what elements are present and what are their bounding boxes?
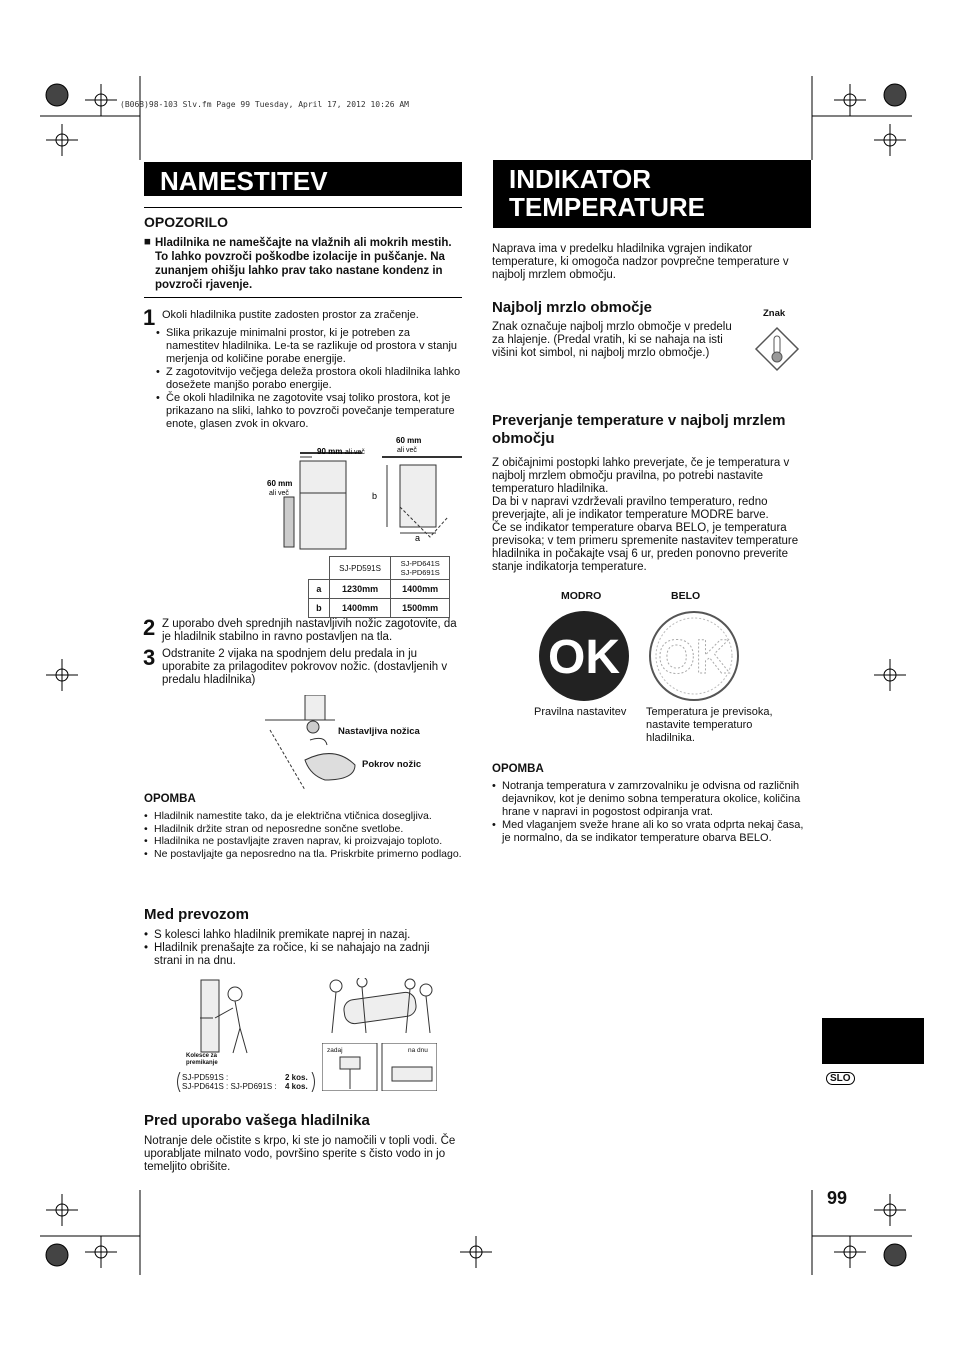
- ok-indicator-white: [648, 610, 740, 702]
- list-item: • S kolesci lahko hladilnik premikate naprej in nazaj.: [144, 929, 454, 942]
- list-item: • Z zagotovitvijo večjega deleža prostora okoli hladilnika lahko dosežete manjšo porabo energije.: [156, 366, 461, 392]
- check-text: Z običajnimi postopki lahko preverjate, če je temperatura v najbolj mrzlem območju pravilna, po potrebi nastavite temperaturo hladilnika. Da bi v napravi vzdrževali pravilno temperaturo, redno preverjajte, ali je indikator temperature MODRE barve. Če se indikator temperature obarva BELO, je temperatura previsoka; v tem primeru spremenite nastavitev temperature hladilnika in počakajte vsaj 6 ur, preden ponovno preverite stanje indikatorja temperature.: [492, 457, 799, 573]
- file-header: (B068)98-103 Slv.fm Page 99 Tuesday, April 17, 2012 10:26 AM: [120, 100, 409, 109]
- foot-cover-label: Pokrov nožic: [362, 759, 422, 770]
- table-cell: 1500mm: [391, 599, 450, 618]
- table-header: SJ-PD591S: [329, 557, 391, 580]
- table-cell: a: [309, 580, 330, 599]
- ok-indicator-blue: [538, 610, 630, 702]
- dimension-side: 60 mm: [267, 479, 293, 488]
- step-1-number: 1: [143, 305, 156, 330]
- table-header: SJ-PD641S SJ-PD691S: [391, 557, 450, 580]
- models-line-1: SJ-PD591S :: [182, 1073, 229, 1082]
- warning-bullet: ■: [144, 236, 151, 248]
- transport-illustration-2: [322, 978, 437, 1040]
- list-item: • Ne postavljajte ga neposredno na tla. Priskrbite primerno podlago.: [144, 848, 466, 861]
- title-line-2: TEMPERATURE: [509, 192, 705, 222]
- note-heading: OPOMBA: [144, 793, 196, 805]
- step-1-text: Okoli hladilnika pustite zadosten prostor za zračenje.: [162, 309, 419, 321]
- indikator-title: [493, 160, 811, 228]
- step-3-text: Odstranite 2 vijaka na spodnjem delu predala in ju uporabite za prilagoditev pokrovov nožic. (dostavljenih v predalu hladilnika): [162, 648, 448, 686]
- label-b: b: [372, 491, 378, 501]
- models-line-2: SJ-PD641S : SJ-PD691S :: [182, 1082, 277, 1091]
- namestitev-title: NAMESTITEV: [144, 162, 462, 196]
- language-badge: SLO: [826, 1072, 855, 1085]
- warning-text: Hladilnika ne nameščajte na vlažnih ali mokrih mestih. To lahko povzroči poškodbe izolacije in puščanje. Na zunanjem ohišju lahko prav tako nastane kondenz in povzroči rjavenje.: [155, 237, 452, 291]
- list-item: • Med vlaganjem sveže hrane ali ko so vrata odprta nekaj časa, je normalno, da se indikator temperature obarva BELO.: [492, 819, 814, 845]
- step-2-number: 2: [143, 615, 156, 640]
- bottom-label: na dnu: [408, 1047, 428, 1054]
- transport-list: [144, 929, 454, 968]
- ok-text-blue: OK: [548, 631, 620, 684]
- list-item: • Hladilnik prenašajte za ročice, ki se nahajajo na zadnji strani in na dnu.: [144, 942, 454, 968]
- dimension-top: 90 mm: [317, 447, 343, 456]
- table-row: [309, 580, 450, 599]
- table-cell: 1400mm: [391, 580, 450, 599]
- title-line-1: INDIKATOR: [509, 164, 652, 194]
- note-list: [144, 810, 466, 860]
- blue-caption: Pravilna nastavitev: [534, 706, 627, 718]
- right-note-list: [492, 780, 814, 845]
- list-item: • Hladilnik držite stran od neposredne sončne svetlobe.: [144, 823, 466, 836]
- transport-heading: Med prevozom: [144, 906, 250, 923]
- dimension-side-sub: ali več: [269, 490, 289, 497]
- ok-text-white: OK: [658, 631, 730, 684]
- white-label: BELO: [671, 590, 701, 602]
- table-cell: b: [309, 599, 330, 618]
- transport-illustration-1: [195, 978, 275, 1058]
- table-row: [309, 599, 450, 618]
- blue-label: MODRO: [561, 590, 602, 602]
- before-use-heading: Pred uporabo vašega hladilnika: [144, 1112, 370, 1129]
- side-tab: [822, 1018, 924, 1064]
- divider: [144, 297, 462, 298]
- check-heading: Preverjanje temperature v najbolj mrzlem območju: [492, 412, 786, 447]
- intro-text: Naprava ima v predelku hladilnika vgrajen indikator temperature, ki omogoča nadzor povprečne temperature v najbolj mrzlem območju.: [492, 243, 789, 281]
- step-1-bullets: [156, 327, 461, 431]
- table-cell: 1230mm: [329, 580, 391, 599]
- list-item: • Slika prikazuje minimalni prostor, ki je potreben za namestitev hladilnika. Le-ta se razlikuje od prostora v stanju merjenja od količine porabe energije.: [156, 327, 461, 366]
- adjustable-foot-label: Nastavljiva nožica: [338, 726, 420, 737]
- white-caption: Temperatura je previsoka, nastavite temperaturo hladilnika.: [646, 706, 773, 744]
- dimension-right: 60 mm: [396, 437, 422, 445]
- right-note-heading: OPOMBA: [492, 763, 544, 775]
- list-item: • Hladilnik namestite tako, da je električna vtičnica dosegljiva.: [144, 810, 466, 823]
- bracket-icon: [310, 1072, 318, 1092]
- page-number: 99: [827, 1188, 848, 1208]
- before-use-text: Notranje dele očistite s krpo, ki ste jo namočili v topli vodi. Če uporabljate milnato vodo, površino sperite s čisto vodo in jo temeljito obrišite.: [144, 1135, 456, 1173]
- coldest-text: Znak označuje najbolj mrzlo območje v predelu za hlajenje. (Predal vratih, ki se nahaja na isti višini kot simbol, ni najbolj mrzlo območje.): [492, 321, 732, 359]
- step-3-number: 3: [143, 645, 156, 670]
- warning-heading: OPOZORILO: [144, 214, 228, 230]
- clearance-diagram: [262, 437, 462, 552]
- foot-illustration: [265, 695, 365, 805]
- wheel-label: Kolesce za premikanje: [186, 1053, 218, 1066]
- handle-illustration: [322, 1043, 437, 1091]
- table-cell: 1400mm: [329, 599, 391, 618]
- list-item: • Če okoli hladilnika ne zagotovite vsaj toliko prostora, kot je prikazano na sliki, lahko to povzroči povečanje temperature enote, glasen zvok in okvaro.: [156, 392, 461, 431]
- coldest-heading: Najbolj mrzlo območje: [492, 299, 653, 316]
- models-line-1-value: 2 kos.: [285, 1073, 308, 1082]
- dimension-top-sub: ali več: [345, 449, 365, 456]
- size-table: [308, 556, 450, 618]
- dimension-right-sub: ali več: [397, 447, 417, 454]
- divider: [144, 207, 462, 208]
- back-label: zadaj: [327, 1047, 343, 1054]
- list-item: • Notranja temperatura v zamrzovalniku je odvisna od različnih dejavnikov, kot je denimo sobna temperatura okolice, količina hrane v napravi in pogostost odpiranja vrat.: [492, 780, 814, 819]
- sign-label: Znak: [763, 308, 786, 319]
- bracket-icon: [174, 1072, 182, 1092]
- step-2-text: Z uporabo dveh sprednjih nastavljivih nožic zagotovite, da je hladilnik stabilno in ravno postavljen na tla.: [162, 618, 457, 643]
- models-line-2-value: 4 kos.: [285, 1082, 308, 1091]
- thermometer-sign-icon: [754, 326, 800, 372]
- label-a: a: [415, 533, 421, 543]
- list-item: • Hladilnika ne postavljajte zraven naprav, ki proizvajajo toploto.: [144, 835, 466, 848]
